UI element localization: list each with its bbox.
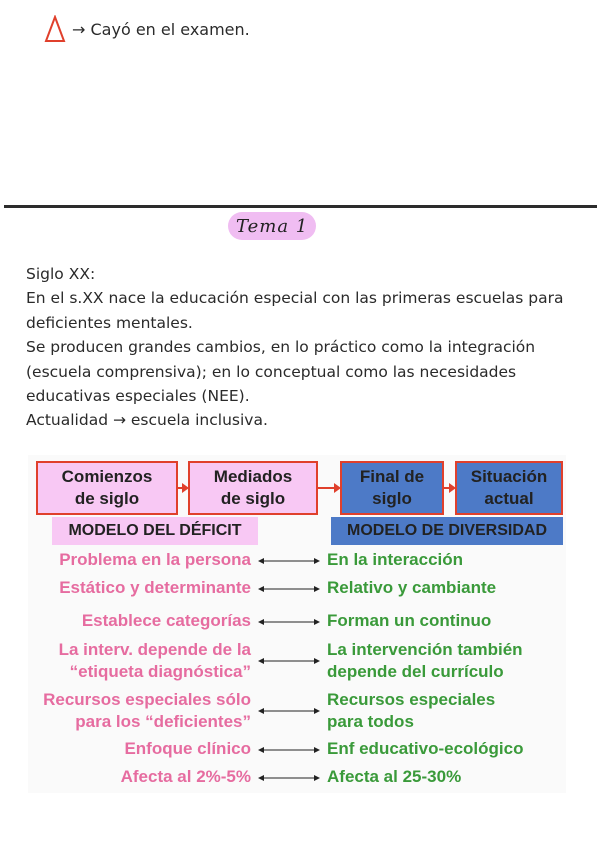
intro-line: Actualidad → escuela inclusiva.: [26, 411, 268, 430]
timeline-label: Final de siglo: [359, 467, 425, 508]
double-arrow-icon: [258, 745, 320, 755]
divider: [4, 205, 597, 208]
diversity-item: Enf educativo-ecológico: [327, 739, 524, 758]
intro-line: En el s.XX nace la educación especial con las primeras escuelas para deficientes mentales.: [26, 289, 564, 332]
deficit-item: Recursos especiales sólo para los “deficientes”: [43, 690, 251, 731]
diversity-item: Relativo y cambiante: [327, 578, 497, 597]
intro-line: Siglo XX:: [26, 265, 96, 283]
timeline-arrow: [318, 487, 339, 489]
deficit-item: Establece categorías: [81, 611, 251, 630]
deficit-item: Afecta al 2%-5%: [120, 767, 251, 786]
diversity-item: Recursos especiales para todos: [327, 690, 496, 731]
double-arrow-icon: [258, 617, 320, 627]
intro-text: [26, 262, 571, 433]
timeline-box-start: [36, 461, 178, 515]
double-arrow-icon: [258, 584, 320, 594]
timeline-arrow: [178, 487, 187, 489]
deficit-item: Enfoque clínico: [124, 739, 251, 758]
topic-title: Tema 1: [228, 212, 316, 240]
double-arrow-icon: [258, 556, 320, 566]
deficit-item: La interv. depende de la “etiqueta diagnóstica”: [58, 640, 251, 681]
diversity-item: Afecta al 25-30%: [327, 767, 462, 786]
timeline-box-end: [340, 461, 444, 515]
double-arrow-icon: [258, 656, 320, 666]
timeline-label: Comienzos de siglo: [61, 467, 153, 508]
timeline-box-current: [455, 461, 563, 515]
model-deficit-label: MODELO DEL DÉFICIT: [52, 517, 258, 545]
diversity-item: En la interacción: [327, 550, 464, 569]
double-arrow-icon: [258, 706, 320, 716]
intro-line: Se producen grandes cambios, en lo práctico como la integración (escuela comprensiva); en lo conceptual como las necesidades educativas especiales (NEE).: [26, 338, 536, 406]
red-triangle-icon: [44, 15, 66, 43]
model-diversity-label: MODELO DE DIVERSIDAD: [331, 517, 563, 545]
timeline-label: Mediados de siglo: [213, 467, 293, 508]
timeline-box-mid: [188, 461, 318, 515]
deficit-item: Problema en la persona: [59, 550, 251, 569]
timeline-arrow: [444, 487, 454, 489]
comparison-figure: [28, 455, 566, 793]
timeline-label: Situación actual: [470, 467, 548, 508]
legend: [44, 14, 250, 44]
diversity-item: La intervención también depende del currículo: [327, 640, 523, 681]
deficit-item: Estático y determinante: [59, 578, 251, 597]
legend-text: → Cayó en el examen.: [72, 19, 250, 39]
diversity-item: Forman un continuo: [327, 611, 492, 630]
double-arrow-icon: [258, 773, 320, 783]
